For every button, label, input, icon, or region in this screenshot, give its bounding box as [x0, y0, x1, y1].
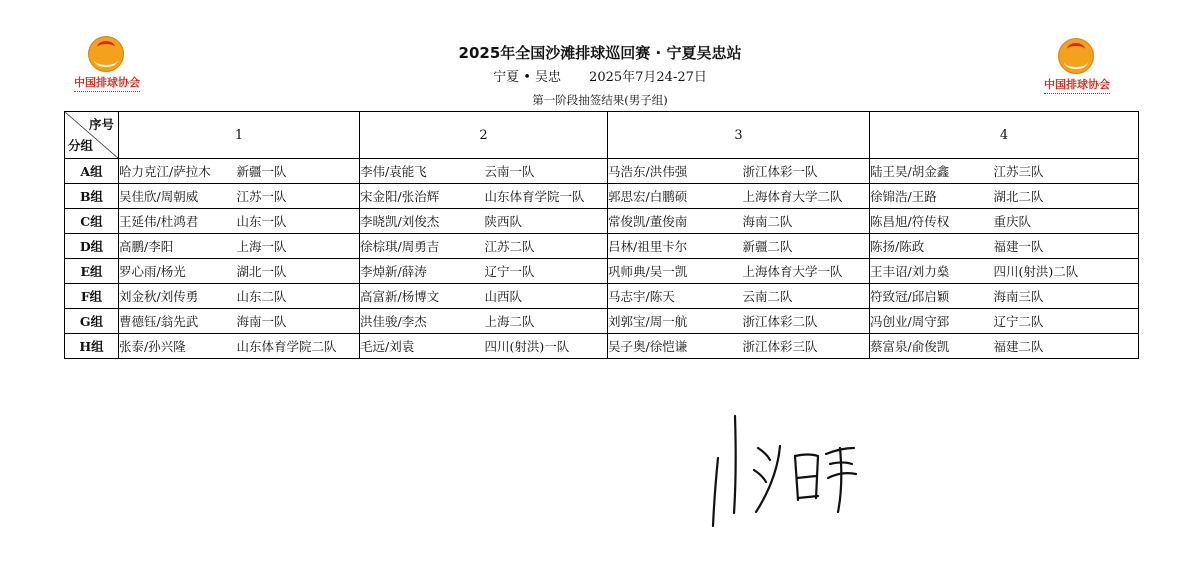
- logo-text: 中国排球协会: [74, 76, 140, 89]
- pair-team: 新疆二队: [743, 234, 870, 259]
- pair-team: 重庆队: [994, 209, 1139, 234]
- seed-header-1: 1: [119, 112, 360, 159]
- pair-team: 湖北一队: [237, 259, 360, 284]
- pair-team: 四川(射洪)二队: [994, 259, 1139, 284]
- pair-team: 云南一队: [485, 159, 608, 184]
- group-label: A组: [65, 159, 119, 184]
- group-label: E组: [65, 259, 119, 284]
- pair-team: 上海体育大学二队: [743, 184, 870, 209]
- group-label: H组: [65, 334, 119, 359]
- pair-team: 浙江体彩二队: [743, 309, 870, 334]
- pair-team: 海南三队: [994, 284, 1139, 309]
- pair-players: 刘金秋/刘传勇: [119, 284, 237, 309]
- table-row: [65, 234, 1139, 259]
- pair-players: 巩师典/吴一凯: [608, 259, 743, 284]
- pair-players: 刘郭宝/周一航: [608, 309, 743, 334]
- pair-players: 高富新/杨博文: [360, 284, 485, 309]
- pair-players: 徐棕琪/周勇吉: [360, 234, 485, 259]
- seed-header-4: 4: [870, 112, 1139, 159]
- table-row: [65, 259, 1139, 284]
- pair-players: 陆王昊/胡金鑫: [870, 159, 994, 184]
- pair-players: 洪佳骏/李杰: [360, 309, 485, 334]
- handwritten-signature: [700, 408, 880, 538]
- stage-title: 第一阶段抽签结果(男子组): [532, 93, 668, 107]
- pair-team: 上海体育大学一队: [743, 259, 870, 284]
- group-label: C组: [65, 209, 119, 234]
- pair-players: 吴佳欣/周朝威: [119, 184, 237, 209]
- pair-players: 曹德钰/翁先武: [119, 309, 237, 334]
- pair-team: 新疆一队: [237, 159, 360, 184]
- pair-players: 马志宇/陈天: [608, 284, 743, 309]
- pair-players: 王丰诏/刘力燊: [870, 259, 994, 284]
- pair-players: 李伟/袁能飞: [360, 159, 485, 184]
- group-label: G组: [65, 309, 119, 334]
- corner-header-cell: [65, 112, 119, 159]
- pair-team: 浙江体彩三队: [743, 334, 870, 359]
- pair-team: 山东一队: [237, 209, 360, 234]
- pair-players: 符致冠/邱启颖: [870, 284, 994, 309]
- pair-team: 山西队: [485, 284, 608, 309]
- pair-team: 江苏一队: [237, 184, 360, 209]
- pair-players: 陈扬/陈政: [870, 234, 994, 259]
- pair-players: 郭思宏/白鹏硕: [608, 184, 743, 209]
- pair-players: 张泰/孙兴隆: [119, 334, 237, 359]
- pair-team: 山东体育学院二队: [237, 334, 360, 359]
- pair-team: 山东二队: [237, 284, 360, 309]
- pair-players: 吕林/祖里卡尔: [608, 234, 743, 259]
- pair-players: 常俊凯/董俊南: [608, 209, 743, 234]
- pair-players: 李焯新/薛涛: [360, 259, 485, 284]
- table-header-row: [65, 112, 1139, 159]
- pair-players: 徐锦浩/王路: [870, 184, 994, 209]
- pair-team: 江苏三队: [994, 159, 1139, 184]
- seed-header-2: 2: [360, 112, 608, 159]
- pair-players: 吴子奥/徐恺谦: [608, 334, 743, 359]
- pair-team: 福建二队: [994, 334, 1139, 359]
- pair-team: 福建一队: [994, 234, 1139, 259]
- pair-players: 王延伟/杜鸿君: [119, 209, 237, 234]
- pair-team: 辽宁一队: [485, 259, 608, 284]
- table-row: [65, 159, 1139, 184]
- pair-players: 罗心雨/杨光: [119, 259, 237, 284]
- table-row: [65, 284, 1139, 309]
- pair-players: 哈力克江/萨拉木: [119, 159, 237, 184]
- pair-players: 冯创业/周守郅: [870, 309, 994, 334]
- document-title: 2025年全国沙滩排球巡回赛 · 宁夏吴忠站: [458, 44, 742, 62]
- pair-team: 江苏二队: [485, 234, 608, 259]
- corner-seq-label: 序号: [88, 117, 114, 132]
- pair-team: 浙江体彩一队: [743, 159, 870, 184]
- event-dates: 2025年7月24-27日: [589, 70, 707, 85]
- table-row: [65, 309, 1139, 334]
- pair-team: 辽宁二队: [994, 309, 1139, 334]
- pair-team: 海南一队: [237, 309, 360, 334]
- group-label: B组: [65, 184, 119, 209]
- pair-team: 陕西队: [485, 209, 608, 234]
- pair-team: 上海一队: [237, 234, 360, 259]
- table-row: [65, 184, 1139, 209]
- pair-team: 上海二队: [485, 309, 608, 334]
- pair-team: 四川(射洪)一队: [485, 334, 608, 359]
- pair-players: 毛远/刘袁: [360, 334, 485, 359]
- group-label: D组: [65, 234, 119, 259]
- pair-players: 马浩东/洪伟强: [608, 159, 743, 184]
- pair-team: 海南二队: [743, 209, 870, 234]
- pair-players: 高鹏/李阳: [119, 234, 237, 259]
- pair-players: 陈昌旭/符传权: [870, 209, 994, 234]
- pair-team: 山东体育学院一队: [485, 184, 608, 209]
- table-row: [65, 334, 1139, 359]
- pair-players: 宋金阳/张治辉: [360, 184, 485, 209]
- seed-header-3: 3: [608, 112, 870, 159]
- logo-text: 中国排球协会: [1044, 78, 1110, 91]
- pair-players: 李晓凯/刘俊杰: [360, 209, 485, 234]
- draw-results-table: [64, 111, 1139, 359]
- corner-group-label: 分组: [68, 138, 94, 153]
- pair-players: 蔡富泉/俞俊凯: [870, 334, 994, 359]
- table-row: [65, 209, 1139, 234]
- event-location-date: [0, 66, 1200, 85]
- event-location: 宁夏 • 吴忠: [493, 70, 562, 85]
- pair-team: 云南二队: [743, 284, 870, 309]
- group-label: F组: [65, 284, 119, 309]
- pair-team: 湖北二队: [994, 184, 1139, 209]
